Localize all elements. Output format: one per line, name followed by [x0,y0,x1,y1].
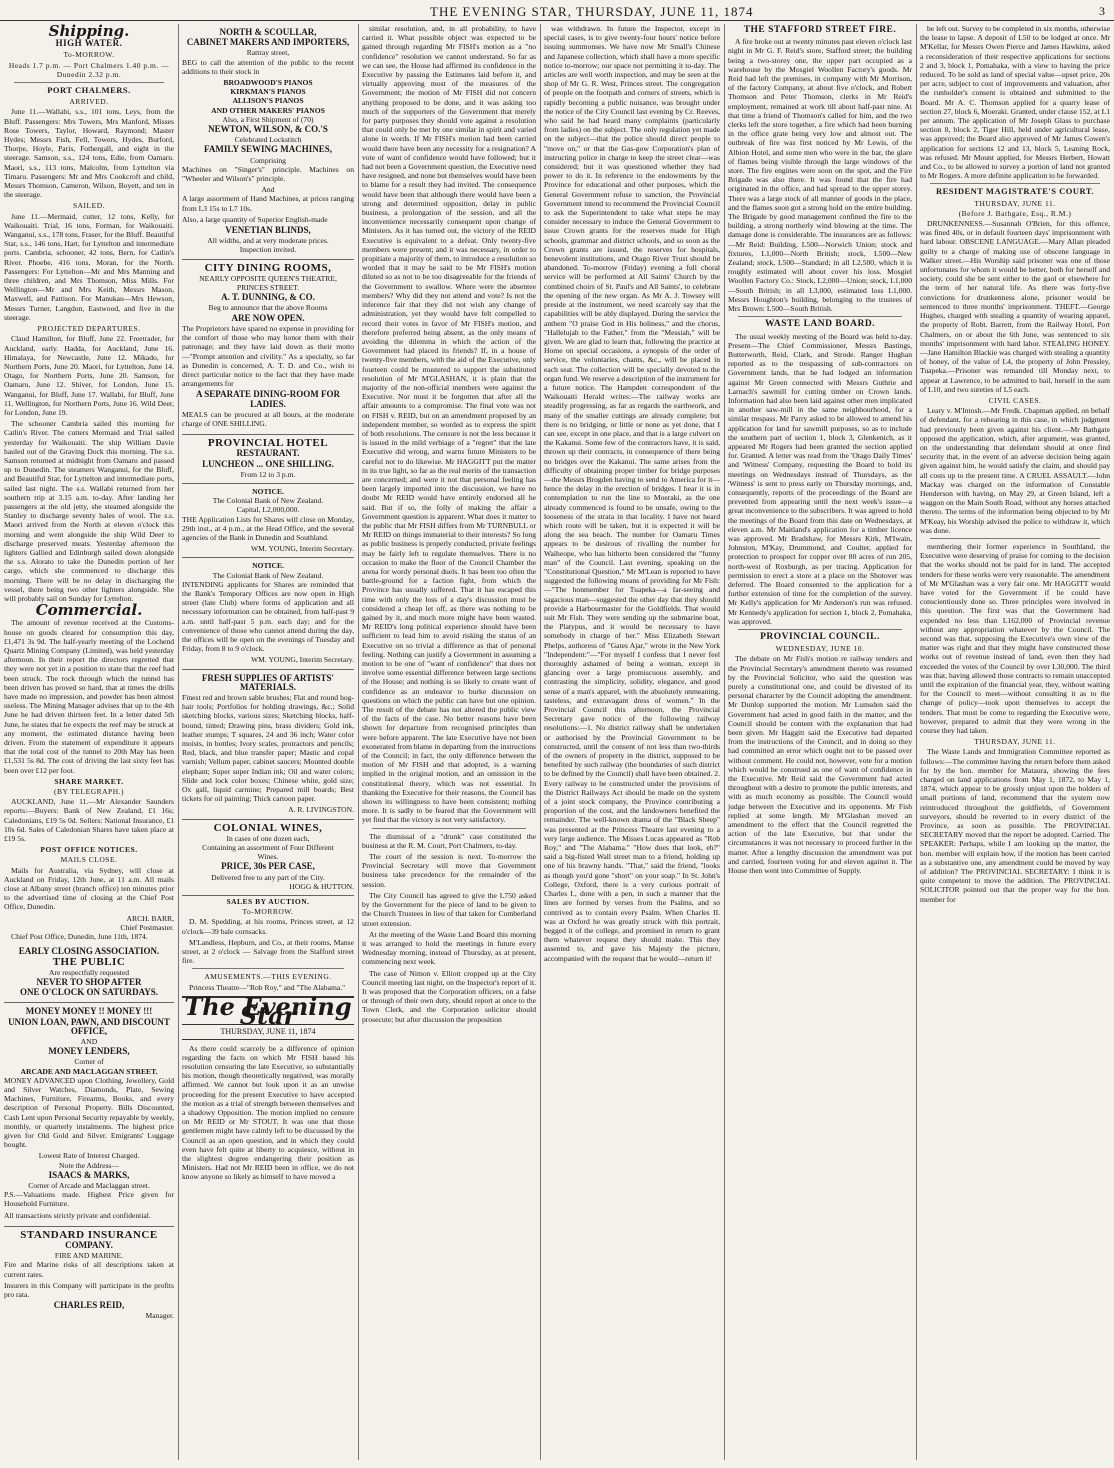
column-rule [916,24,917,1460]
early-closing-title: EARLY CLOSING ASSOCIATION. [18,946,160,957]
sailed-heading: SAILED. [72,201,106,211]
editorial-continued: similar resolution, and, in all probability, to have carried it. What possible object was expected to be gained through regarding Mr FISH's motion as a "no confidence" resolution we cannot understand. So far as we can see, the House had affirmed its confidence in the Executive by passing the Estimates laid before it, and virtually approving most of the measures of the Government; the motion of Mr FISH did not concern anything proposed to be done, and it was asking too much of the supporters of the Government that merely for party purposes they should vote against a resolution that could only be met by one similar in spirit and varied alone in words. If Mr FISH's motion had been carried would there have been any necessity for a resignation? A vote of want of confidence would have followed; but it had not been a Government question, the Executive need have resigned, and none but themselves would have been to blame for a result they had invited. The consequence would have been that although there would have been a strong and determined opposition, delay in public business, a prolongation of the session, and all the inconvenience necessarily consequent upon change of Ministers. As it has turned out, the victory of the REID Executive is equivalent to a defeat. Only twenty-five members were present; and it was necessary, in order to propitiate a majority of them, to introduce a resolution so worded that it may be said to be Mr FISH's motion diluted so as not to be too disagreeable for the friends of the Government to swallow. Where were the absentee members? Why did they not attend and vote? Is not the inference fair that they did not wish any change of administration, yet they would have felt compelled to record their votes in favor of Mr FISH's motion, and therefore preferred being absent, as the only means of avoiding the dilemma in which the action of the Government had placed its friends? If, in a house of twenty-five members, with the aid of the Executive, only fourteen could be mustered to support the substituted resolution of Mr M'GLASHAN, it is plain that the majority of the non-official members were against the Executive. Nor must it be forgotten that after all the affair amounts to a compromise. The final vote was not on FISH v. REID, but on an amendment proposed by an independent member, so worded as to express the spirit of both resolutions. The censure is not the less because it is issued in the mild verbiage of a "regret" that the late Executive did wrong, and warns future Ministers to be careful not to do likewise. Mr HAGGITT put the matter in its true light, so far as the real merits of the transaction are concerned; and were it not that personal feeling has been largely imported into the discussion, we have no doubt Mr REID would have entirely endorsed all he said. But if so, the folly of making the affair a Government question is apparent. What does it matter to the public that Mr FISH differs from Mr TURNBULL or Mr REID on things immaterial to their interests? So long as public business is properly conducted, private feelings may be fairly left to regulate themselves. There is no occasion to make the floor of the Council Chamber the arena for wordy personal duels. It has been too often the battle-ground for a faction fight, from which the Province has usually suffered. That it has escaped this time with only the loss of a day's discussion must be considered a cheap let off, as there was nothing to be gained by it, and much more might have been wasted. Mr REID's long political experience should have been sufficient to lead him to avoid risking the status of an Executive on so trivial a difference as that of personal feeling. Nothing can justify a Government in assuming a motion to be one of "want of confidence" that does not involve some essential difference between large sections of the House; and nothing is so likely to create want of confidence as an endeavor to burke discussion on questions on which the public can have but one opinion. The result of the debate has not altered the public view of the facts of the case. No better reasons have been shown for departure from recognised principles than were before apparent. The late Executive have not been exonerated from blame in departing from the instructions of the Council; in fact, the only difference between the motion of Mr FISH and that adopted, is a warning implied in the original motion, and an omission in the constitutional theory, which was not essential. In thanking the Executive for their reasons, the Council has shown its willingness to have been consistent; nothing more. It is sadly to be feared that the Government will yet find that the victory is not very satisfactory. [362,24,536,825]
newton-wilson: NEWTON, WILSON, & CO.'S [208,124,328,135]
column-rule [178,24,179,1460]
delivered-text: Delivered free to any part of the City. [211,872,325,882]
date-subheading: THURSDAY, JUNE 11. [974,198,1056,208]
stafford-fire-heading: THE STAFFORD STREET FIRE. [743,25,897,35]
one-oclock-text: ONE O'CLOCK ON SATURDAYS. [19,987,159,998]
cases-text: In cases of one dozen each, [226,833,310,843]
beg-text: BEG to call the attention of the public to the recent additions to their stock in [182,57,354,76]
colonial-wines-title: COLONIAL WINES, [213,821,323,834]
intending-text: INTENDING applicants for Shares are reminded that the Bank's Temporary Offices are now open in High street (late Club) where forms of application and all necessary information can be obtained, from half-past 9 a.m. until half-past 5 p.m. each day; and for the convenience of those who cannot attend during the day, the offices will be open on the evenings of Tuesday and Friday, from 8 to 9 o'clock. [182,579,354,654]
bank-notice-ad-2 [182,558,354,669]
provincial-council-text: The debate on Mr Fish's motion re railway tenders and the Provincial Secretary's amendment thereto was resumed by the Provincial Solicitor, who said the question was purely a constitutional one, and could be divested of its personal character by the Council adopting the amendment. Mr Dunlop supported the motion. Mr Lumsden said the Government had acted in good faith in the matter, and the Council should be content with the explanation that had been given. Mr Haggitt said the Executive had departed from the instructions of the Council, and in doing so they had committed an error which ought not to be passed over without comment. He could not, however, vote for a motion which would be construed as one of want of confidence in the Executive. Mr Reid said the Government had acted throughout with a desire to promote the public interests, and with as much economy as possible. The Council would judge between the Executive and its opponents. Mr Fish replied at some length. Mr M'Glashan moved an amendment to the effect that the Council regretted the action of the late Executive, but that under the circumstances it was not necessary to proceed further in the matter. After a lengthy discussion the amendment was put and carried, fourteen voting for and eleven against it. The House then went into Committee of Supply. [728,654,912,876]
arrived-heading: ARRIVED. [69,97,109,107]
price-text: PRICE, 30s PER CASE, [221,861,315,872]
piano-line: ALLISON'S PIANOS [232,96,304,106]
note-address: Note the Address— [59,1160,119,1170]
column-rule [358,24,359,1460]
provincial-hotel-ad [182,435,354,484]
hand-machines-text: A large assortment of Hand Machines, at prices ranging from L3 15s to L7 10s. [182,194,354,213]
mails-date: Chief Post Office, Dunedin, June 11th, 1874. [11,932,148,942]
superior-text: Also, a large quantity of Superior English-made [182,214,328,224]
spedding-sale: D. M. Spedding, at his rooms, Princes street, at 12 o'clock—39 bale cornsacks. [182,917,354,936]
column-rule [724,24,725,1460]
nameplate: The Evening Star [182,996,354,1025]
column-2 [182,24,354,1460]
piano-line: KIRKMAN'S PIANOS [230,87,306,97]
standard-insurance-ad [4,1227,174,1325]
meals-text: MEALS can be procured at all hours, at the moderate charge of ONE SHILLING. [182,409,354,428]
port-chalmers-heading: PORT CHALMERS. [47,85,131,96]
colonial-bank-name: The Colonial Bank of New Zealand. [212,570,324,580]
wines-text: Wines. [257,852,279,862]
high-water-heading: HIGH WATER. [55,38,123,49]
divider [372,828,526,829]
allotment-text: THE Application Lists for Shares will close on Monday, 29th inst., at 4 p.m., at the Head Office, and the several agencies of the Bank in Dunedin and Southland. [182,514,354,542]
money-ad [4,1003,174,1226]
early-closing-ad [4,943,174,1003]
mails-text: Mails for Australia, via Sydney, will close at Auckland on Friday, 12th June, at 11 a.m. All mails close at Albany street (branch office) ten minutes prior to the advertised time of closing at the Chief Post Office, Dunedin. [4,865,174,912]
provincial-council-continued: membering their former experience in Southland, the Executive were deserving of praise for coming to the decision that the works should not be paid for in land. The accepted tenders for these works were very reasonable. The amendment of Mr M'Glashan was a very fair one. Mr HAGGITT would have voted for the Government if he could have conscientiously done so. Three principles were involved in this question. The first was that the Government had expended no less than L162,000 of Provincial revenue without any appropriation whatever by the Council. The second was that, supposing the Executive's own view of the matter was right and that they might have constructed those works out of revenue instead of land, even then they had exceeded the votes of the Council by over L30,000. The third was that, having allowed those contracts to remain unaccepted until the expiration of the financial year, they, without waiting for the Council to meet—without consulting it as to the change of policy—took upon themselves to accept the tenders. That must be come to regarding the Executive were, however, prepared to admit that they were wrong in the course they had taken. [920,541,1110,736]
princes-street: PRINCES STREET. [236,283,300,293]
family-sewing: FAMILY SEWING MACHINES, [204,144,332,155]
sales-auction-heading: SALES BY AUCTION. [226,897,310,907]
divider [14,82,164,83]
masthead [0,4,1114,21]
divider [738,316,902,317]
young-signature: WM. YOUNG, Interim Secretary. [251,655,354,665]
rattray-street: Rattray street, [246,48,290,58]
commercial-heading: Commercial. [35,601,143,620]
dunning-name: A. T. DUNNING, & CO. [221,292,315,303]
comprising-text: Comprising [250,155,286,165]
shipping-heading: Shipping. [48,24,130,40]
shipping-notes: The schooner Cambria sailed this morning for Catlin's River. The cutters Mermaid and Trial sailed yesterday for Waikouaiti. The ship William Davie hauled out of the Graving Dock this morning. The s.s. Samson returned at midnight from Oamaru and passed up to Dunedin. The steamers Wanganui, for the Bluff, and Beautiful Star, for Lyttelton and intermediate ports, sailed last night. The s.s. Wallabi returned from her southern trip at 3.15 a.m. to-day. After landing her passengers at the old jetty, she steamed alongside the Stanley to discharge seventy bales of wool. The s.s. Maori arrived from the North at eleven o'clock this morning and went alongside the ship Wild Deer to discharge preserved meats. Yesterday afternoon the lighters Gallied and Edinburgh sailed down alongside the s.s. Alorato to take the Dunedin portion of her cargo, which she commenced to discharge this morning. There will be no delay in discharging the vessel, there being two other lighters alongside. She will probably sail on Sunday for Lyttelton. [4,419,174,603]
divider [930,183,1100,184]
all-widths-text: All widths, and at very moderate prices. [207,236,329,246]
resident-magistrate-heading: RESIDENT MAGISTRATE'S COURT. [936,186,1094,197]
restaurant-text: RESTAURANT. [236,448,300,459]
departures-text: Claud Hamilton, for Bluff, June 22. Freetrader, for Auckland, early. Hadda, for Auckland, June 16. Himalaya, for Newcastle, June 12. Mikado, for Northern Ports, June 20. Maori, for Lyttelton, June 14. Otago, for Northern Ports, June 20. Samson, for Oamaru, June 12. Shiver, for London, June 15. Wanganui, for Bluff, June 17. Wallabi, for Bluff, June 11. Wellington, for Northern Ports, June 16. Wild Deer, for London, June 19. [4,334,174,417]
colonial-bank-name: The Colonial Bank of New Zealand. [212,496,324,506]
news-items: was withdrawn. In future the Inspector, except in special cases, is to give twenty-four hours' notice before issuing summonses. We have now Mr Small's Chinese and Japanese collection, which shall have a more specific notice to-morrow; our space not permitting it to-day. The articles are well worth inspection, and may be seen at the shop of Mr G. R. West, Princes street. The congregation of people on the footpath and corners of streets, which is rapidly becoming a public nuisance, was brought under the notice of the City Council last evening by Cr. Reeves, who said he had heard many complaints (particularly from ladies) on the subject. The only regulation yet made on the subject—that the police should direct people to "move on," or that the Gas-gow Corporation's plan of instructing police in charge to keep the street clear—was considered; but it was questioned whether they had power to do it. In reference to the endowments by the Province for educational and other purposes, which the General Government refuse to sanction, the Provincial Government intend to recommend the Provincial Council to ask the Superintendent to take what steps he may consider necessary to induce the General Government to issue Crown grants for the reserves made for High schools, grammar and district schools, and so soon as the Crown grants are issued, the reserves for hospitals, benevolent institutions, and Otago River Trust should be abandoned. To-morrow (Friday) evening a full choral service will be performed at All Saints' Church by the combined choirs of St. Paul's and All Saints', to celebrate the opening of the new organ. As Mr A. J. Towsey will preside at the instrument, we need scarcely say that the capabilities will be ably displayed. During the service the anthem "O praise God in His holiness," and the chorus, "Hallelujah to the Father," from the "Messiah," will be given. We are glad to learn that, following the practice at Home on special occasions, a synopsis of the order of service, the voluntaries, chants, &c., will be placed in each seat. The collection will be specially devoted to the organ fund. We reserve a description of the instrument for a future notice. The Hampden correspondent of the Waikouaiti Herald writes:—The railway works are steadily progressing, as far as regards the earthwork, and many of the smaller cuttings are already complete; but there is no bridging, or little or none as yet done, that I can see, except in one place, and that is a large culvert on the Kakanui. Some few of the contractors have, it is said, thrown up their contracts, in consequence of there being no bridges over the Kakanui. The same arises from the difficulty of obtaining proper timber for bridge purposes—the Messrs Brogden having to send to America for it—hence the delay in the erection of bridges. I hear it is in contemplation to run the line to Moeraki, as the one already commenced is found to be unsafe, owing to the looseness of the strata in that locality. I have not heard which route will be taken, but it is expected it will be along the sea beach. The number for Oamaru Times appears to be desirous of rivalling the number for Waiheope, who has hitherto been considered the "funny man" of the Council. Last evening, speaking on the "Constitutional Question," Mr M'Lean is reported to have suggested the following means of providing for Mr Fish:—"The honmember for Tuapeka—a far-seeing and sagacious man—suggested the other day that they should provide a Harbourmaster for the Goldfields. That would suit Mr Fish. They were sending up the submarine boat, the Platypus, and it would be necessary to have somebody in charge of her." Miss Elizabeth Stewart Phelps, authoress of "Gates Ajar," wrote in the New York "Independent:"—"For myself I confess that I never feel thoroughly ashamed of being a woman, except in glancing over a large promiscuous assembly, and contrasting the simplicity, solidity, elegance, and good sense of a man's apparel, with the absolutely unmeaning, tasteless, and extravagant dress of women." In the Provincial Council this afternoon, the Provincial Secretary gave notice of the following railway resolutions:—1. No district railway shall be undertaken or authorised by the Provincial Government to be constructed, until the consent of not less than two-thirds of the owners of property in the district, supposed to be benefited by such railway (the boundaries of such district to be defined by the Council) shall have been obtained. 2. Every railway to be constructed under the provisions of the District Railways Act should be made on the system of a joint stock company, the Province contributing a proportion of the cost, and the landowners benefited the remainder. The well-known drama of the "Black Sheep" was presented at the Princess Theatre last evening to a very large audience. The Misses Lucas appeared as "Rob Roy," and "The Alabama." "How does that look, eh?" said a big-fisted Wall street man to a friend, holding up one of his brawny hands. "That," said the friend, "looks as though you'd gone "short" on your soap." In St. John's College, Oxford, there is a very curious portrait of Charles I., done with a pen, in such a manner that the lines are formed by verses from the Psalms, and so contrived as to contain every Psalm. When Charles II. was at Oxford he was greatly struck with this portrait, begged it of the college, and promised in return to grant them whatever request they should make. This they assented to, and gave his Majesty the picture, accompanied with the request that he would—return it! [544,24,720,963]
money-lenders-text: MONEY LENDERS, [48,1046,130,1057]
provincial-council-text: The Waste Lands and Immigration Committee reported as follows:—The committee having the return before them asked for by the hon. member for Mataura, showing the fees charged on land applications from May 1, 1872, to May 1, 1874, which appear to be grossly unjust upon the holders of small portions of land, recommend that the system now reintroduced throughout the goldfields, of Government surveyors, should be reverted to in every district of the Province, as soon as possible. The PROVINCIAL SECRETARY moved that the report be adopted. Carried. The SPEAKER: Perhaps, while I am looking up the matter, the hon. member will explain how, if the motion has been carried as a substantive one, any amendment could be moved by way of addition? The PROVINCIAL SECRETARY: I think it is quite competent to move the addition. The PROVINCIAL SOLICITOR pointed out that the proper way for the hon. member for [920,747,1110,904]
tomorrow-label: To-MORROW. [63,50,115,60]
magistrate-text: DRUNKENNESS.—Susannah O'Brien, for this offence, was fined 40s, or in default fourteen days' imprisonment with hard labour. OBSCENE LANGUAGE.—Mary Allan pleaded guilty to a charge of making use of obscene language in Walker street.—His Worship said prisoner was one of those unfortunates for whom it would be better, both for herself and society, could she be sent either to the gaol or elsewhere for the term of her natural life. As there was forty-five convictions for drunkenness alone, prisoner would be sentenced to three months' imprisonment. THEFT.—George Hughes, charged with stealing a quantity of wearing apparel, the property of Robt. Barrett, from the Railway Hotel, Port Chalmers, on or about the 6th June, was sentenced to six months' imprisonment with hard labor. STEALING HONEY.—Jane Hamilton Blackie was charged with stealing a quantity of honey, of the value of L4, the property of John Pressley, Tuapeka.—Prisoner was remanded till Monday next, to appear at Lawrence, to be admitted to bail, herself in the sum of L10, and two sureties of L5 each. [920,219,1110,394]
commercial-text: The amount of revenue received at the Customs-house on goods cleared for consumption this day, £1,471 3s 9d. The half-yearly meeting of the Lochend Quartz Mining Company (Limited), was held yesterday afternoon. In their report the directors regretted that they were not yet in a position to state that the reef had been struck. The rock through which the tunnel has been driven has proved so hard, that at times the drills have made no impression, and powder has been almost useless. The Mining Manager advises that up to the 4th June he had driven thirteen feet. In a letter dated 5th June, he states that he expects the reef may be struck at any moment, the estimated distance having been driven. From the statement of expenditure it appears that the total cost of the tunnel to 20th May has been £1,531 5s 8d. The cost of driving the last sixty feet has been over £12 per foot. [4,618,174,775]
separate-dining: A SEPARATE DINING-ROOM FOR LADIES. [196,389,340,409]
divider [192,968,344,969]
bank-notice-ad [182,484,354,558]
mails-close-heading: MAILS CLOSE. [60,855,118,865]
arrivals-text: June 11.—Wallabi, s.s., 101 tons, Leys, from the Bluff. Passengers: Mrs Towers, Mrs Manford, Misses Rose Towers, Taylor, Howard, Raymond; Master Hydes; Messrs Fish, Fell, Towers, Hydes, Burford, Thorpe, Hoyle, Paris, Fothergall, and eight in the steerage. Samson, s.s., 124 tons, Edie, from Oamaru. Maori, s.s., 113 tons, Malcolm, from Lyttelton via Timaru. Passengers: Mr and Mrs Cookcroft and child, Messrs Thomson, Cameron, Wilson, Boyett, and ten in the steerage. [4,107,174,200]
divider [930,538,1100,539]
waste-land-continued: be left out. Survey to be completed in six months, otherwise the lease to lapse. A deposit of L50 to be lodged at once. Mr M'Kellar, for Messrs Owen Pierce and James Hawkins, asked a reconsideration of their respective applications for sections 2 and 3, block 1, Pomahaka, with a view to having the price reduced. To be sold as land of special value—upset price, 20s per acre, subject to cost of improvements and valuation, after the runholder's consent is obtained and submitted to the Board. Mr A. C. Thomson applied for a quarry lease of section 27, block 6, Moeraki. Granted, under clause 152, at L1 per annum. The application of Mr Joseph Glass to purchase section 8, block 2, Tiger Hill, held under agricultural lease, was approved; the Board also approved of Mr James Cowen's application for sections 12 and 13, block 5, Leaning Rock, was refused. Mr Mount applied, for Messrs Herbert, Howatt and Co., to be allowed to survey a portion of land not granted to Mr Rogers. A more definite application to be forwarded. [920,24,1110,181]
livingston-signature: A. R. LIVINGSTON. [288,805,354,815]
masthead-title: THE EVENING STAR, THURSDAY, JUNE 11, 1874 [430,4,754,19]
requested-text: Are respectfully requested [48,967,130,977]
colonial-wines-ad [182,820,354,896]
venetian-blinds: VENETIAN BLINDS, [225,225,311,236]
civil-cases-heading: CIVIL CASES. [988,395,1042,405]
company-text: COMPANY. [65,1239,113,1250]
north-scoullar-ad [182,24,354,260]
city-dining-ad [182,260,354,435]
cabinet-makers: CABINET MAKERS AND IMPORTERS, [186,37,350,48]
and-text: AND [80,1036,98,1046]
lowest-rate: Lowest Rate of Interest Charged. [38,1151,140,1161]
union-loan-title: UNION LOAN, PAWN, AND DISCOUNT OFFICE, [8,1016,170,1036]
mails-signature-title: Chief Postmaster. [120,922,174,932]
provincial-hotel-title: PROVINCIAL HOTEL [207,437,329,450]
notice-heading: NOTICE. [252,561,284,571]
luncheon-text: LUNCHEON ... ONE SHILLING. [202,458,334,469]
arcade-address: ARCADE AND MACLAGGAN STREET. [20,1066,158,1076]
north-scoullar-title: NORTH & SCOULLAR, [219,27,317,37]
news-item: The City Council has agreed to give the L750 asked by the Government for the piece of land to be given to the Church Trustees in lieu of that taken for Cumberland street extension. [362,890,536,928]
now-open: ARE NOW OPEN. [231,312,305,323]
corner-of-text: Corner of [74,1057,104,1067]
ps-text: P.S.—Valuations made. Highest Price given for Household Furniture. [4,1190,174,1209]
divider [738,629,902,630]
charles-reid: CHARLES REID, [53,1300,125,1311]
shipment-text: Also, a First Shipment of (70) [222,114,314,124]
city-dining-title: CITY DINING ROOMS, [204,261,332,274]
never-shop-text: NEVER TO SHOP AFTER [36,976,142,987]
waste-land-board-heading: WASTE LAND BOARD. [764,319,876,330]
insurers-text: Insurers in this Company will participate in the profits pro rata. [4,1280,174,1299]
princess-theatre: Princess Theatre—"Rob Roy," and "The Alabama." [189,982,346,992]
column-1 [4,24,174,1460]
and-text: And [261,185,275,195]
date-subheading: WEDNESDAY, JUNE 10. [775,644,865,654]
money-banner: MONEY MONEY !! MONEY !!! [25,1006,153,1017]
notice-heading: NOTICE. [252,486,284,496]
proprietors-text: The Proprietors have spared no expense in providing for the comfort of those who may honor them with their patronage; and they have laid down as their motto—"Prompt attention and civility." As a specialty, so far as Dunedin is concerned, A. T. D. and Co., wish to direct particular notice to the fact that they have made arrangements for [182,323,354,389]
fire-body: Fire and Marine risks of all descriptions taken at current rates. [4,1260,174,1279]
share-market-text: AUCKLAND, June 11.—Mr Alexander Saunders reports:—Buyers: Bank of New Zealand, £1 16s; Caledonians, £19 5s 0d. Sellers: National Insurance, £1 10s 6d. Sales of Caledonian Shares have taken place at £19 5s. [4,797,174,844]
sailings-text: June 11.—Mermaid, cutter, 12 tons, Kelly, for Waikouaiti. Trial, 16 tons, Forman, for Waikouaiti. Wanganui, s.s., 178 tons, Fraser, for the Bluff. Beautiful Star, s.s., 146 tons, Hart, for Lyttelton and intermediate ports. Cambria, schooner, 42 tons, Bern, for Catlin's River. Phoebe, 416 tons, Moran, for the North. Passengers: For Lyttelton—Mr and Mrs Manning and three children, and Mrs Thomson, Miss Mills. For Wellington—Mr and Mrs Keith, Messrs Mason, Maxwell, and Pattison. For Manukau—Mrs Hewson, Messrs Turner, Langdon, Eastwood, and five in the steerage. [4,211,174,322]
fire-marine-text: FIRE AND MARINE. [54,1251,124,1261]
containing-text: Containing an assortment of Four Different [202,843,334,853]
editorial-text: As there could scarcely be a difference of opinion regarding the facts on which Mr FISH based his resolution censuring the late Executive, so substantially his motion, though theoretically negatived, was morally affirmed. We cannot but look upon it as an unwise proceeding for the present Executive to have accepted the motion as a trial of strength between themselves and a shadowy Opposition. The motion implied no censure on Mr REID or Mr STOUT. It was one that those gentlemen might have calmly left to be discussed by the Council as an open question, and in which they could even have felt quite at liberty to acquiesce, without in the slightest degree endangering their position as Ministers. Had not Mr REID been in office, we do not know anyone so likely as himself to have moved a [182,1043,354,1182]
materials-list: Finest red and brown sable brushes; Flat and round hog-hair tools; Portfolios for holding drawings, &c.; Solid sketching blocks, various sizes; Sketching blocks, half-bound, tinted; Drawing pins, brass dividers; Gold ink, leather stumps; T squares, 24 and 36 inch; Water color moists, in bottles; Ivory scales, protractors and pencils; Red, black, and blue transfer paper; Mastic and copal varnish; Vellum paper, cabinet saucers; Mounted double elephant; Super super Indian ink; Oil and water colors; Slide and lock color boxes; Chinese white, gold size; Ox gall, liquid carmine; Prepared mill boards; Best tickets for oil painting; Thick cartoon paper. [182,693,354,804]
column-5 [728,24,912,1460]
standard-insurance-title: STANDARD INSURANCE [20,1228,158,1241]
nearly-opposite: NEARLY OPPOSITE QUEEN'S THEATRE, [199,273,337,283]
stafford-fire-text: A fire broke out at twenty minutes past eleven o'clock last night in Mr G. F. Reid's store, Stafford street; the building being a two-storey one, the upper part occupied as a warehouse by the Mosgiel Woollen Factory's goods. Mr Reid had left the premises, in company with Mr Morrison, of the factory Company, at about five o'clock, and Robert Thomson and Peter Thomson, clerks in Mr Reid's employment, remained at work till about half-past nine. At that time a friend of Thomson's called for him, and the two clerks left the store together, a fire which had been burning in the office grate being very low and almost out. The outbreak of fire was first noticed by Mr Lewis, of the Albion Hotel, and some men who were in the bar, the glare of flames being visible through the large windows of the store. The fire engines were soon on the spot, and the Fire Brigade was also there. It was found that the fire had originated in the office, and had spread to the upper storey. There was a large stock of all manner of goods in the place, and the flames soon got a strong hold on the entire building. The Brigade by good management confined the fire to the building, a strong northerly wind blowing at the time. The damage done is considerable. The insurances are as follows:—Mr Reid: Building, L500—Norwich Union; stock and fixtures, L1,000—North British; stock, L500—New Zealand; stock, L500—Standard; in all L2,500, which it is roughly estimated will about cover his loss. Mosgiel Woollen Factory Co.: Stock, L2,000—Union; stock, L1,000—South British; in all L3,000, estimated loss L1,000. Messrs Houghton's building, belonging to the trustees of Mrs Brown: L500—South British. [728,37,912,314]
news-item: The dismissal of a "drunk" case constituted the business at the R. M. Court, Port Chalmers, to-day. [362,831,536,850]
civil-cases-text: Leary v. M'Intosh.—Mr Fredk. Chapman applied, on behalf of defendant, for a rehearing in this case, in which judgment had previously been given against his client.—Mr Bathgate opposed the application, which, after argument, was granted, on the understanding that defendant should at once find security that, in the event of an adverse decision being again given against him, he would satisfy the claim, and should pay all costs up to the present time. A CRUEL ASSAULT.—John Mackay was charged on the information of Constable Henderson with having, on May 29, at Green Island, left a waggon on the Main South Road, without any horses attached thereto. The terms of the information being objected to by Mr M'Keay, his Worship advised the police to withdraw it, which was done. [920,406,1110,535]
capital-text: Capital, L2,000,000. [236,505,300,515]
date-subheading: THURSDAY, JUNE 11. [974,737,1056,747]
artists-materials-ad [182,670,354,820]
news-item: The court of the session is next. To-morrow the Provincial Secretary will move that Government business take precedence for the remainder of the session. [362,852,536,889]
hours-text: From 12 to 3 p.m. [240,469,296,479]
beg-announce: Beg to announce that the above Rooms [208,303,328,313]
landles-sale: M'Landless, Hepburn, and Co., at their rooms, Manse street, at 2 o'clock — Salvage from the Stafford street fire. [182,937,354,966]
strictly-private: All transactions strictly private and confidential. [4,1210,151,1220]
mails-signature: ARCH. BARR, [126,913,174,923]
piano-line: BROADWOOD'S PIANOS [223,78,313,88]
hogg-hutton: HOGG & HUTTON. [289,881,354,891]
news-item: At the meeting of the Waste Land Board this morning it was arranged to hold the meetings in future every Wednesday morning, instead of Thursday, as at present, commencing next week. [362,929,536,967]
editorial-dateline: THURSDAY, JUNE 11, 1874 [182,1027,354,1039]
provincial-council-heading: PROVINCIAL COUNCIL. [760,632,880,642]
column-4 [544,24,720,1460]
tomorrow-label: To-MORROW. [242,907,294,917]
before-text: (Before J. Bathgate, Esq., R.M.) [958,208,1072,218]
column-3 [362,24,536,1460]
column-rule [540,24,541,1460]
young-signature: WM. YOUNG, Interim Secretary. [251,544,354,554]
amusements-heading: AMUSEMENTS.—THIS EVENING. [204,972,332,982]
projected-heading: PROJECTED DEPARTURES. [37,324,141,334]
share-market-heading: SHARE MARKET. [54,776,124,786]
post-office-heading: POST OFFICE NOTICES. [40,845,138,855]
tide-times: Heads 1.7 p.m. — Port Chalmers 1.40 p.m. — Dunedin 2.32 p.m. [8,60,170,79]
piano-line: AND OTHER MAKERS' PIANOS [211,105,325,115]
inspection-text: Inspection invited. [239,245,297,255]
column-6 [920,24,1110,1460]
isaacs-address: Corner of Arcade and Maclaggan street. [28,1180,150,1190]
money-body: MONEY ADVANCED upon Clothing, Jewellery, Gold and Silver Watches, Diamonds, Plate, Sewing Machines, Furniture, Firearms, Books, and every description of Personal Property. Bills Discounted, Cash Lent upon Personal Security repayable by weekly, monthly, or quarterly instalments. The highest price given for Old Gold and Silver. Emigrants' Luggage bought. [4,1075,174,1150]
the-public: THE PUBLIC [52,955,126,968]
machines-text: Machines on "Singer's" principle. Machines on "Wheeler and Wilson's" principle. [182,164,354,184]
by-telegraph-label: (BY TELEGRAPH.) [54,787,124,797]
manager-title: Manager. [145,1311,174,1321]
waste-land-board-text: The usual weekly meeting of the Board was held to-day. Present—The Chief Commissioner, Messrs Bastings, Butterworth, Reid, Clark, and Strode. Ranger Hughan reported as to the trespassing of sub-contractors on Government lands, that he had lodged an information against Mr Green connected with Messrs Guthrie and Larnach's sawmill for cutting timber on Crown lands. Information had also been laid against other men implicated in another saw-mill in the same neighbourhood, for a similar trespass. Mr Parry asked to be allowed to amend his application for land for sawmill purposes, so as to include the southern part of section 1, block 3, Glenkenich, as it appeared Mr Rogers had been granted the section applied for. Granted. A letter was read from the 'Otago Daily Times' and 'Witness' Company, requesting the Board to hold its meetings on Wednesdays instead of Thursdays, as the 'Witness' is sent to press early on Thursday mornings, and, consequently, reports of the proceedings of the Board are prevented from appearing until the next week's issue—a great inconvenience to the subscribers. It was agreed to hold the meetings of the Board from this date on Wednesdays, at eleven a.m. Mr Maitland's application for a timber licence was approved. Mr Bradshaw, for Messrs Kirk, M'Iwain, Johnston, M'Kay, Drummond, and Coulter, applied for protection to prospect for copper over 80 acres of run 205, north-west of Roxburgh, as per tracing. Application for permission to erect a store at a place on the Shotover was deferred. The Board consented to the application for a further extension of time for the completion of the survey. Mr Kelly's application for Mr Anderson's run was refused. Mr Kennedy's application for section 1, block 2, Pomahaka, was approved. [728,331,912,626]
celebrated-text: Celebrated Lockstitch [234,135,302,145]
news-item: The case of Nimon v. Elliott cropped up at the City Council meeting last night, on the Inspector's report of it. It was proposed that the Corporation officers, on a false or through of their own duty, should report at once to the Town Clerk, and the Corporation solicitor should prosecute; but after discussion the proposition [362,968,536,1024]
isaacs-marks: ISAACS & MARKS, [48,1169,130,1180]
fresh-supplies-title: FRESH SUPPLIES OF ARTISTS' MATERIALS. [201,672,335,692]
page-number: 3 [1099,4,1106,18]
